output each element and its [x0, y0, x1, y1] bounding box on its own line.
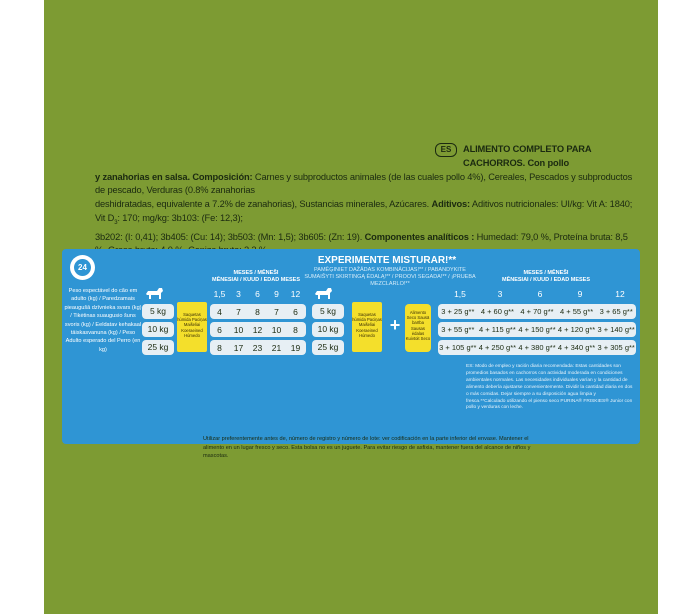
composition-heading: y zanahorias en salsa. Composición: [95, 171, 253, 182]
composition-text: ALIMENTO COMPLETO PARA CACHORROS. Con pollo y zanahorias en salsa. Composición: Carnes y subproductos animales (de las cuales pollo 4%), Cereales, Pescados y subproductos de pescado, Verduras (0.8% zanahorias deshidratadas, equivalente a 7.2% de zanahorias), Sustancias minerales, Azúcares. Aditivos: Aditivos nutricionales: UI/kg: Vit A: 1840; Vit $D_3$: 170; mg/kg: 3b103: (Fe: 12,3); 3b202: (I: 0,41); 3b405: (Cu: 14); 3b503: (Mn: 1,5); 3b605: (Zn: 19). Componentes analíticos : Humedad: 79,0 %, Proteína bruta: 8,5 [95, 143, 640, 272]
table-cell: 12 [252, 324, 263, 335]
weight-cell: 25 kg [312, 340, 344, 355]
weight-cell: 10 kg [142, 322, 174, 337]
table-cell: 4 [217, 306, 222, 317]
table-cell: 8 [217, 342, 222, 353]
analytical-heading: Componentes analíticos : [364, 231, 475, 242]
weight-cell: 10 kg [312, 322, 344, 337]
clock-label: 24 [74, 259, 91, 276]
dog-icon [143, 285, 165, 301]
month-label: 1,5 [454, 289, 466, 299]
table-cell: 7 [274, 306, 279, 317]
weight-cell: 25 kg [142, 340, 174, 355]
table-cell: 7 [236, 306, 241, 317]
table-cell: 3 + 25 g** [441, 307, 475, 316]
table-row [210, 322, 306, 337]
mix-subtitle: PAMĒĢINIET DAŽĀDAS KOMBINĀCIJAS!** / PABANDYKITE SUMAIŠYTI SKIRTINGĄ ĖDALĄ!** / PROOVI SEGADA!** / ¡PRUEBA MEZCLARLO!** [304, 267, 476, 287]
dry-food-icon [405, 304, 431, 352]
additives-line: Aditivos nutricionales: UI/kg: Vit A: 1840; Vit D [95, 199, 633, 223]
table-cell: 6 [293, 306, 298, 317]
month-label: 12 [615, 289, 625, 299]
mix-title: EXPERIMENTE MISTURAR!** [317, 255, 457, 266]
table-cell: 4 + 150 g** [518, 325, 556, 334]
table-cell: 4 + 60 g** [480, 307, 514, 316]
table-cell: 4 + 340 g** [557, 343, 596, 352]
pouch-label: Saquetas húmida Paciņas Maišeliai Koeraeined Húmedo [177, 312, 207, 338]
dog-icon [312, 285, 334, 301]
table-cell: 4 + 55 g** [560, 307, 594, 316]
table-row [438, 304, 636, 319]
table-cell: 4 + 115 g** [479, 325, 516, 334]
months-header-mixed: MESES / MĒNEŠI MĒNESIAI / KUUD / EDAD MESES [501, 270, 590, 283]
feeding-note: ES: Modo de empleo y ración diaria recomendada: Estas cantidades son promedios basados en cachorros con actividad moderada en condiciones ambientales normales. Las necesidades individuales varían y la cantidad de alimento debería ajustarse convenientemente. Dividir la cantidad diaria en dos o más comidas. Dejar siempre a su disposición agua limpia y fresca.**Calculado utilizando el pienso seco PURINA® FRISKIES® Junior con pollo y verduras con leche. [466, 364, 633, 411]
month-label: 9 [577, 289, 583, 299]
table-cell: 8 [255, 306, 260, 317]
additives-heading: Aditivos: [431, 199, 470, 210]
months-header-wet: MESES / MĒNEŠI MĒNESIAI / KUUD / EDAD MESES [211, 270, 300, 283]
month-numbers-wet [210, 289, 306, 299]
table-cell: 3 + 140 g** [597, 325, 635, 334]
month-numbers-mixed [440, 289, 640, 299]
table-cell: 17 [233, 342, 244, 353]
month-label: 3 [236, 289, 241, 299]
adult-weight-label: Peso espectável do cão em adulto (kg) / Paredzamais pieaugušā dzīvnieka svars (kg) / Tikėtinas suaugusio šuns svoris (kg) / Eeldatav kehakaal täiskasvanuna (kg) / Peso Adulto esperado del Perro (en kg) [64, 288, 142, 353]
table-row [210, 304, 306, 319]
table-cell: 3 + 305 g** [597, 343, 635, 352]
additives-line: 3b202: (I: 0,41); 3b405: (Cu: 14); 3b503: (Mn: 1,5); 3b605: (Zn: 19). [95, 231, 365, 242]
language-badge: ES [435, 143, 457, 157]
table-row [438, 322, 636, 337]
dry-food-label: Alimento Seco Sausā barība Sausas ėdalas Kuivtoit Seco [405, 310, 431, 342]
weight-cell: 5 kg [142, 304, 174, 319]
month-label: 3 [497, 289, 503, 299]
composition-line: Carnes y subproductos animales (de las cuales pollo 4%), Cereales, Pescados y subproductos de pescado, Verduras (0.8% zanahorias [95, 171, 633, 196]
table-cell: 10 [233, 324, 244, 335]
additives-line: : 170; mg/kg: 3b103: (Fe: 12,3); [117, 212, 243, 223]
table-cell: 4 + 70 g** [520, 307, 554, 316]
storage-footer: Utilizar preferentemente antes de, número de registro y número de lote: ver codificación en la parte inferior del envase. Mantener el alimento en un lugar fresco y seco. Esta bolsa no es un juguete. Para evitar riesgo de asfixia, mantener fuera del alcance de niños y mascotas. [203, 436, 531, 459]
table-cell: 23 [252, 342, 263, 353]
plus-icon: + [389, 315, 401, 335]
composition-line: deshidratadas, equivalente a 7.2% de zanahorias), Sustancias minerales, Azúcares. [95, 199, 432, 210]
weight-cell: 5 kg [312, 304, 344, 319]
clock-24h-icon [70, 255, 95, 280]
month-label: 9 [274, 289, 279, 299]
table-cell: 8 [293, 324, 298, 335]
month-label: 6 [537, 289, 543, 299]
month-label: 1,5 [213, 289, 226, 299]
month-label: 6 [255, 289, 260, 299]
table-cell: 4 + 120 g** [557, 325, 596, 334]
analytical-line: Humedad: 79,0 %, Proteína bruta: 8,5 [476, 231, 628, 242]
pouch-label: Saquetas húmida Paciņas Maišeliai Koeraeined Húmedo [352, 312, 382, 338]
table-cell: 3 + 65 g** [599, 307, 633, 316]
table-cell: 6 [217, 324, 222, 335]
table-cell: 19 [290, 342, 301, 353]
wet-pouch-icon [352, 302, 382, 352]
month-label: 12 [290, 289, 301, 299]
table-cell: 10 [271, 324, 282, 335]
table-cell: 4 + 250 g** [478, 343, 517, 352]
table-row [210, 340, 306, 355]
table-cell: 21 [271, 342, 282, 353]
table-cell: 3 + 105 g** [439, 343, 477, 352]
wet-pouch-icon [177, 302, 207, 352]
product-title: ALIMENTO COMPLETO PARA CACHORROS. Con pollo [463, 144, 592, 168]
table-row [438, 340, 636, 355]
table-cell: 4 + 380 g** [518, 343, 556, 352]
table-cell: 3 + 55 g** [441, 325, 475, 334]
